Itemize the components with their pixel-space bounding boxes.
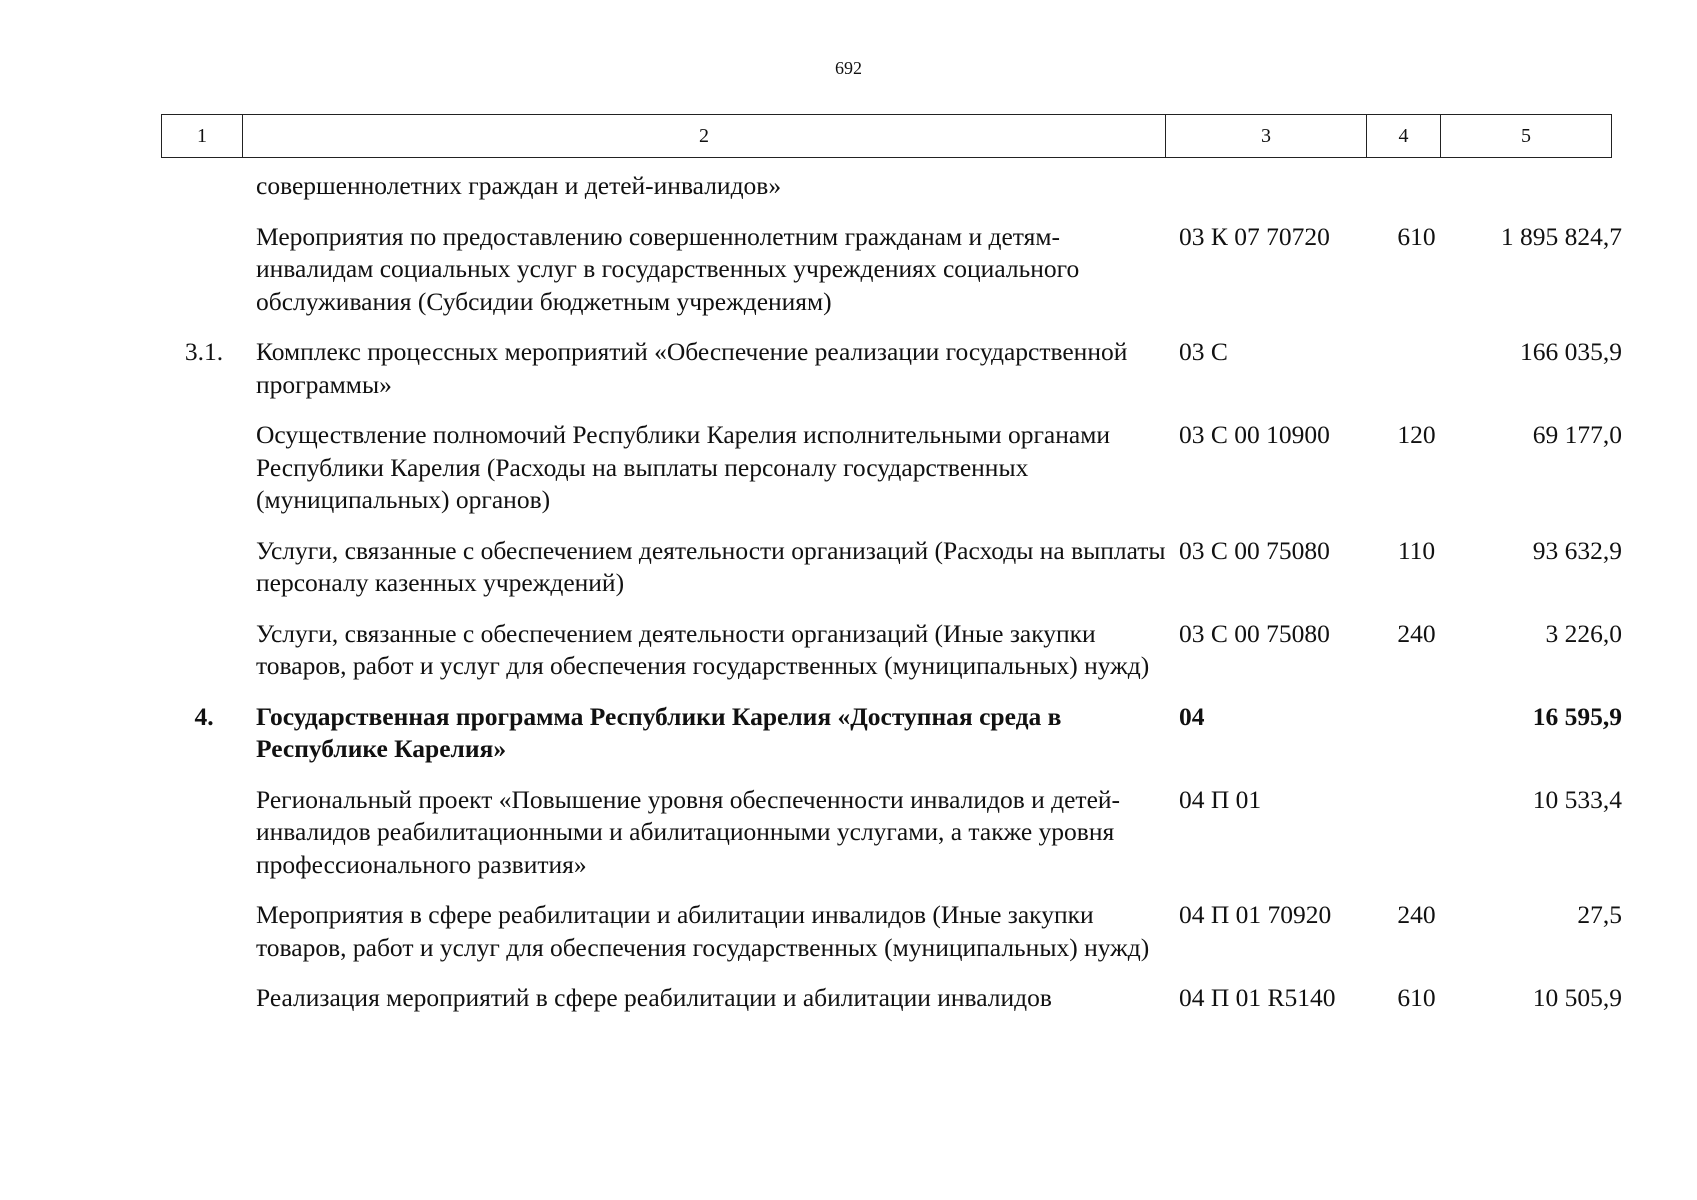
row-number — [161, 164, 247, 215]
row-amount: 27,5 — [1577, 900, 1622, 929]
row-expense-type — [1379, 695, 1454, 778]
column-header-1: 1 — [162, 115, 243, 158]
row-expense-type: 240 — [1397, 618, 1436, 648]
row-code — [1170, 164, 1379, 215]
row-number — [161, 976, 247, 1027]
row-name: Региональный проект «Повышение уровня обеспеченности инвалидов и детей-инвалидов реабилитационными и абилитационными услугами, а также уровня профессионального развития» — [256, 784, 1121, 879]
row-amount — [1454, 164, 1630, 215]
column-header-table — [161, 114, 1612, 158]
row-expense-type — [1379, 778, 1454, 894]
row-code: 03 С 00 10900 — [1179, 420, 1330, 449]
row-amount: 3 226,0 — [1545, 618, 1622, 648]
budget-table-body — [161, 164, 1630, 1027]
row-name: Государственная программа Республики Карелия «Доступная среда в Республике Карелия» — [256, 701, 1062, 763]
column-header-3: 3 — [1166, 115, 1367, 158]
row-number — [161, 778, 247, 894]
row-expense-type: 110 — [1397, 535, 1436, 565]
table-row — [161, 215, 1630, 331]
row-number — [161, 529, 247, 612]
row-name: Мероприятия по предоставлению совершеннолетним гражданам и детям-инвалидам социальных услуг в государственных учреждениях социального обслуживания (Субсидии бюджетным учреждениям) — [256, 221, 1080, 316]
row-name: Реализация мероприятий в сфере реабилитации и абилитации инвалидов — [256, 983, 1052, 1012]
table-row — [161, 612, 1630, 695]
row-code: 04 — [1179, 701, 1205, 731]
row-amount: 166 035,9 — [1520, 337, 1622, 366]
row-name: совершеннолетних граждан и детей-инвалидов» — [256, 171, 782, 200]
table-row — [161, 413, 1630, 529]
row-amount: 16 595,9 — [1532, 701, 1622, 731]
row-expense-type — [1379, 164, 1454, 215]
column-header-2: 2 — [243, 115, 1166, 158]
row-code: 03 С 00 75080 — [1179, 535, 1330, 565]
row-expense-type — [1379, 330, 1454, 413]
table-row — [161, 976, 1630, 1027]
row-number — [161, 413, 247, 529]
row-name: Осуществление полномочий Республики Карелия исполнительными органами Республики Карелия (Расходы на выплаты персоналу государственных (муниципальных) органов) — [256, 420, 1111, 514]
table-row — [161, 695, 1630, 778]
row-code: 03 С 00 75080 — [1179, 618, 1330, 648]
column-header-5: 5 — [1441, 115, 1612, 158]
table-row — [161, 529, 1630, 612]
row-expense-type: 120 — [1397, 420, 1436, 449]
row-number — [161, 612, 247, 695]
row-code: 04 П 01 — [1179, 784, 1262, 814]
row-expense-type: 610 — [1397, 983, 1436, 1012]
page-number: 692 — [835, 58, 862, 78]
table-row — [161, 778, 1630, 894]
row-name: Услуги, связанные с обеспечением деятельности организаций (Иные закупки товаров, работ и услуг для обеспечения государственных (муниципальных) нужд) — [256, 618, 1150, 680]
table-row — [161, 893, 1630, 976]
row-code: 04 П 01 R5140 — [1179, 983, 1336, 1012]
row-expense-type: 610 — [1397, 221, 1436, 251]
row-number — [161, 215, 247, 331]
row-amount: 10 533,4 — [1532, 784, 1622, 814]
row-amount: 93 632,9 — [1532, 535, 1622, 565]
row-name: Комплекс процессных мероприятий «Обеспечение реализации государственной программы» — [256, 337, 1128, 399]
table-row — [161, 164, 1630, 215]
row-code: 03 К 07 70720 — [1179, 221, 1330, 251]
budget-table — [161, 164, 1630, 1027]
row-name: Услуги, связанные с обеспечением деятельности организаций (Расходы на выплаты персоналу казенных учреждений) — [256, 535, 1166, 597]
row-expense-type: 240 — [1397, 900, 1436, 929]
row-amount: 1 895 824,7 — [1500, 221, 1622, 251]
row-code: 03 С — [1179, 337, 1228, 366]
row-number: 3.1. — [184, 337, 224, 366]
column-header-4: 4 — [1367, 115, 1441, 158]
row-amount: 10 505,9 — [1532, 983, 1622, 1012]
row-number: 4. — [194, 701, 214, 731]
table-row — [161, 330, 1630, 413]
row-code: 04 П 01 70920 — [1179, 900, 1332, 929]
column-header-row — [162, 115, 1612, 158]
row-amount: 69 177,0 — [1532, 420, 1622, 449]
row-name: Мероприятия в сфере реабилитации и абилитации инвалидов (Иные закупки товаров, работ и услуг для обеспечения государственных (муниципальных) нужд) — [256, 900, 1150, 962]
row-number — [161, 893, 247, 976]
